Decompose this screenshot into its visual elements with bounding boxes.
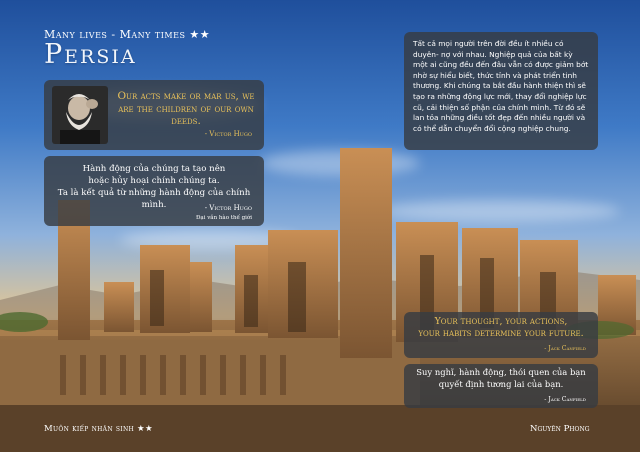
quote-author: - Jack Canfield [544, 345, 586, 352]
quote-author-subtitle: Đại văn hào thế giới [195, 215, 252, 221]
quote-line: Your thought, your actions, [434, 316, 568, 327]
header [44, 28, 210, 70]
victor-hugo-portrait [52, 86, 108, 144]
quote-line: quyết định tương lai của bạn. [438, 378, 564, 389]
footer-book-title: Muôn kiếp nhân sinh ★★ [44, 424, 153, 434]
quote-line: Ta là kết quả từ những hành động của chính mình. [57, 188, 251, 210]
footer-author: Nguyên Phong [530, 424, 590, 434]
quote-author: - Victor Hugo [204, 130, 252, 138]
quote-box-canfield-vietnamese [404, 364, 598, 408]
series-title: Many lives - Many times ★★ [44, 28, 211, 41]
quote-box-hugo-vietnamese [44, 156, 264, 226]
page-title: Persia [44, 39, 137, 70]
quote-line: Suy nghĩ, hành động, thói quen của bạn [416, 367, 586, 377]
quote-text: Our acts make or mar us, we are the children of our own deeds. [117, 90, 255, 127]
quote-line: your habits determine your future. [418, 328, 584, 339]
quote-author: - Jack Canfield [544, 396, 586, 403]
quote-text [404, 367, 598, 390]
quote-line: hoặc hủy hoại chính chúng ta. [88, 176, 220, 186]
paragraph-box [404, 32, 598, 150]
quote-author: - Victor Hugo [204, 204, 252, 212]
paragraph-text: Tất cả mọi người trên đời đều ít nhiều có duyên- nợ với nhau. Nghiệp quả của bất kỳ một ai cũng đều đến đâu vẫn có được giảm bớt nhờ sự hiểu biết, thức tỉnh và phát triển tinh thương. Khi chúng ta bắt đầu hành thiện thì sẽ tạo ra những động lực mới, thay đổi nghiệp lực cũ, cải thiện số phận của chính mình. Từ đó sẽ lan tỏa những điều tốt đẹp đến nhiều người và có thể dẫn chuyển đổi cộng nghiệp chung. [413, 39, 589, 133]
quote-box-canfield-english [404, 312, 598, 358]
quote-line: Hành động của chúng ta tạo nên [82, 164, 226, 174]
quote-text [404, 316, 598, 340]
quote-box-hugo-english [44, 80, 264, 150]
